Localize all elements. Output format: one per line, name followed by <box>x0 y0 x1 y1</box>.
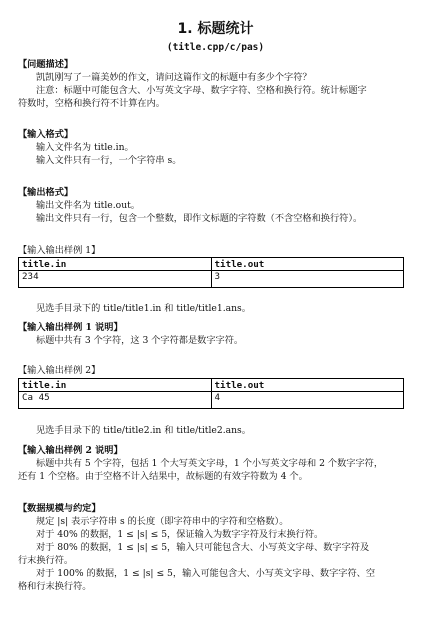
constraints-heading: 【数据规模与约定】 <box>18 503 101 514</box>
sample2-col-in: title.in <box>19 379 212 392</box>
constraints-line: 对于 40% 的数据，1 ≤ |s| ≤ 5，保证输入为数字字符及行末换行符。 <box>36 529 324 540</box>
sample1-col-in: title.in <box>19 258 212 271</box>
constraints-line: 规定 |s| 表示字符串 s 的长度（即字符串中的字符和空格数）。 <box>36 516 289 527</box>
constraints-line: 对于 100% 的数据，1 ≤ |s| ≤ 5，输入可能包含大、小写英文字母、数字字符、空 <box>36 568 376 579</box>
sample2-explain <box>18 444 413 483</box>
sample1-in-value: 234 <box>19 271 212 288</box>
output-format-line: 输出文件只有一行，包含一个整数，即作文标题的字符数（不含空格和换行符）。 <box>36 213 363 224</box>
problem-title: 1. 标题统计 <box>177 21 254 37</box>
input-format <box>18 128 413 167</box>
sample1-explain-line: 标题中共有 3 个字符，这 3 个字符都是数字字符。 <box>36 335 244 346</box>
sample2-col-out: title.out <box>211 379 404 392</box>
problem-description <box>18 58 413 110</box>
output-format-heading: 【输出格式】 <box>18 187 74 198</box>
sample2-explain-heading: 【输入输出样例 2 说明】 <box>18 445 123 456</box>
sample2-out-value: 4 <box>211 392 404 409</box>
sample1-note: 见选手目录下的 title/title1.in 和 title/title1.ans。 <box>36 303 251 314</box>
problem-subtitle: (title.cpp/c/pas) <box>166 42 265 53</box>
constraints-line: 行末换行符。 <box>18 555 74 566</box>
output-format-line: 输出文件名为 title.out。 <box>36 200 140 211</box>
input-format-heading: 【输入格式】 <box>18 129 74 140</box>
sample1-heading: 【输入输出样例 1】 <box>18 245 101 256</box>
input-format-line: 输入文件只有一行，一个字符串 s。 <box>36 155 182 166</box>
problem-line: 凯凯刚写了一篇美妙的作文，请问这篇作文的标题中有多少个字符？ <box>36 72 312 83</box>
sample2-explain-line: 标题中共有 5 个字符，包括 1 个大写英文字母，1 个小写英文字母和 2 个数字字符， <box>36 458 384 469</box>
problem-line: 注意：标题中可能包含大、小写英文字母、数字字符、空格和换行符。统计标题字 <box>36 85 367 96</box>
constraints-line: 对于 80% 的数据，1 ≤ |s| ≤ 5，输入只可能包含大、小写英文字母、数字字符及 <box>36 542 370 553</box>
sample1-table <box>18 257 404 288</box>
sample1-out-value: 3 <box>211 271 404 288</box>
sample1-col-out: title.out <box>211 258 404 271</box>
problem-heading: 【问题描述】 <box>18 59 74 70</box>
sample1-explain-heading: 【输入输出样例 1 说明】 <box>18 322 123 333</box>
constraints <box>18 502 413 593</box>
sample2-table <box>18 378 404 409</box>
output-format <box>18 186 413 225</box>
sample1-explain <box>18 321 413 347</box>
sample2-explain-line: 还有 1 个空格。由于空格不计入结果中，故标题的有效字符数为 4 个。 <box>18 471 308 482</box>
input-format-line: 输入文件名为 title.in。 <box>36 142 134 153</box>
problem-line: 符数时，空格和换行符不计算在内。 <box>18 98 165 109</box>
sample2-in-value: Ca 45 <box>19 392 212 409</box>
constraints-line: 格和行末换行符。 <box>18 581 92 592</box>
sample2-note: 见选手目录下的 title/title2.in 和 title/title2.ans。 <box>36 425 251 436</box>
sample2-heading: 【输入输出样例 2】 <box>18 365 101 376</box>
